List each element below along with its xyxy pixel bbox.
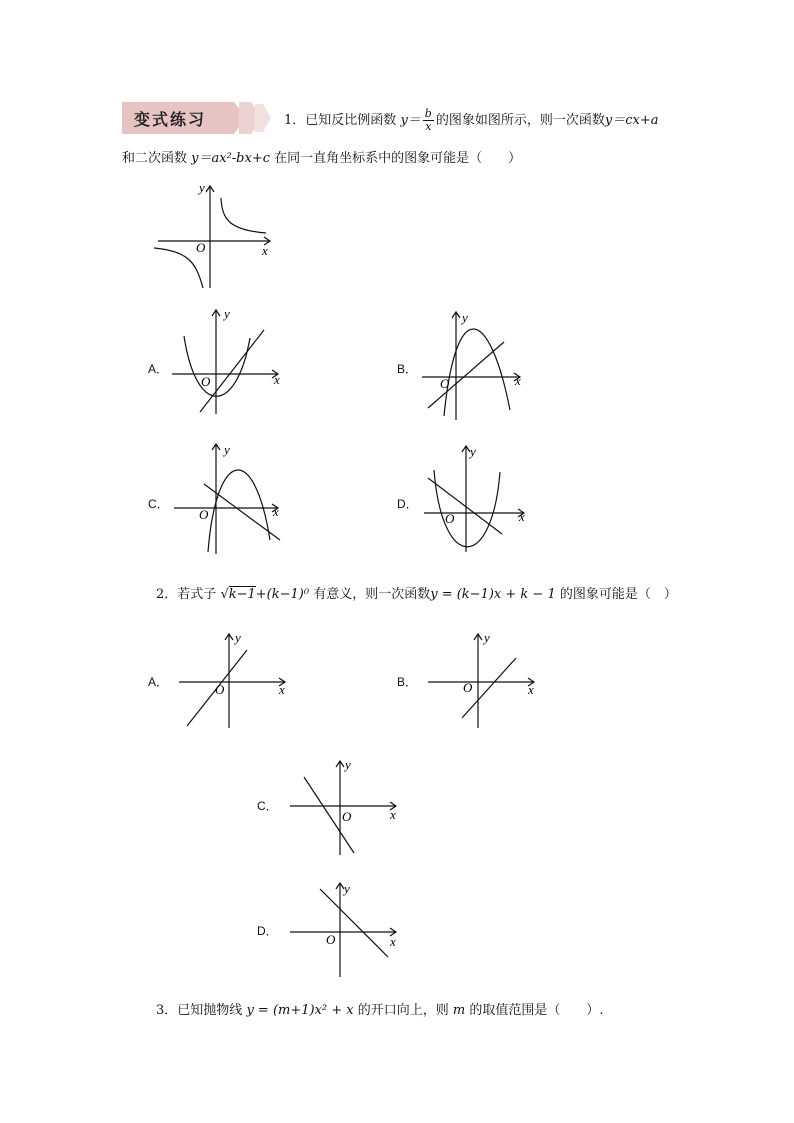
q2-option-a-label: A． [148, 675, 169, 689]
svg-text:x: x [273, 504, 279, 519]
q1-option-a-graph[interactable] [170, 306, 285, 416]
svg-text:O: O [199, 507, 209, 522]
q1-option-d-graph[interactable] [420, 442, 532, 554]
q1-option-b-graph[interactable] [420, 308, 530, 423]
svg-text:x: x [262, 243, 268, 258]
q2-option-c-graph[interactable] [286, 755, 402, 857]
q2-option-b-label: B． [397, 675, 418, 689]
q2-option-d-label: D． [257, 924, 278, 938]
svg-text:y: y [484, 630, 490, 645]
q1-line1: 1．已知反比例函数 y＝ $\frac{b}{x}$ 的图象如图所示，则一次函数y＝cx+a [284, 107, 659, 133]
q2-sqrt: √k−1 [220, 587, 256, 602]
q1-option-c-label: C． [148, 497, 169, 511]
q1-option-b-label: B． [397, 362, 418, 376]
svg-text:x: x [519, 509, 525, 524]
svg-text:O: O [201, 374, 211, 389]
svg-text:y: y [235, 630, 241, 645]
banner-label: 变式练习 [134, 110, 207, 129]
svg-text:x: x [390, 934, 396, 949]
q3-line: 3．已知抛物线 y = (m+1)x² + x 的开口向上，则 m 的取值范围是（ ）. [156, 1003, 604, 1018]
svg-text:O: O [440, 376, 450, 391]
svg-text:O: O [326, 932, 336, 947]
q2-option-b-graph[interactable] [424, 628, 540, 730]
q2-option-d-graph[interactable] [286, 877, 402, 979]
svg-text:x: x [528, 682, 534, 697]
q2-option-c-label: C． [257, 799, 278, 813]
svg-text:O: O [445, 511, 455, 526]
q1-option-a-label: A． [148, 362, 169, 376]
svg-text:y: y [224, 442, 230, 457]
svg-text:O: O [215, 682, 225, 697]
q1-line2: 和二次函数 y＝ax²-bx+c 在同一直角坐标系中的图象可能是（ ） [122, 151, 522, 166]
q1-number: 1． [284, 113, 306, 128]
q2-option-a-graph[interactable] [175, 628, 295, 730]
svg-text:x: x [515, 373, 521, 388]
q1-fraction: $\frac{b}{x}$ [424, 107, 432, 133]
practice-banner [122, 100, 272, 136]
svg-text:x: x [390, 807, 396, 822]
svg-text:y: y [224, 306, 230, 321]
svg-text:x: x [279, 682, 285, 697]
q1-option-c-graph[interactable] [170, 440, 288, 556]
svg-text:O: O [196, 240, 206, 255]
q1-option-d-label: D． [397, 497, 418, 511]
svg-text:y: y [344, 881, 350, 896]
svg-text:x: x [274, 372, 280, 387]
q1-given-graph [150, 180, 275, 292]
svg-text:O: O [463, 680, 473, 695]
svg-text:y: y [199, 180, 205, 195]
svg-text:y: y [345, 757, 351, 772]
q2-line: 2．若式子 √k−1+(k−1)⁰ 有意义，则一次函数y = (k−1)x + k − 1 的图象可能是（ ） [156, 587, 677, 602]
svg-text:O: O [342, 809, 352, 824]
svg-text:y: y [462, 310, 468, 325]
svg-text:y: y [470, 444, 476, 459]
